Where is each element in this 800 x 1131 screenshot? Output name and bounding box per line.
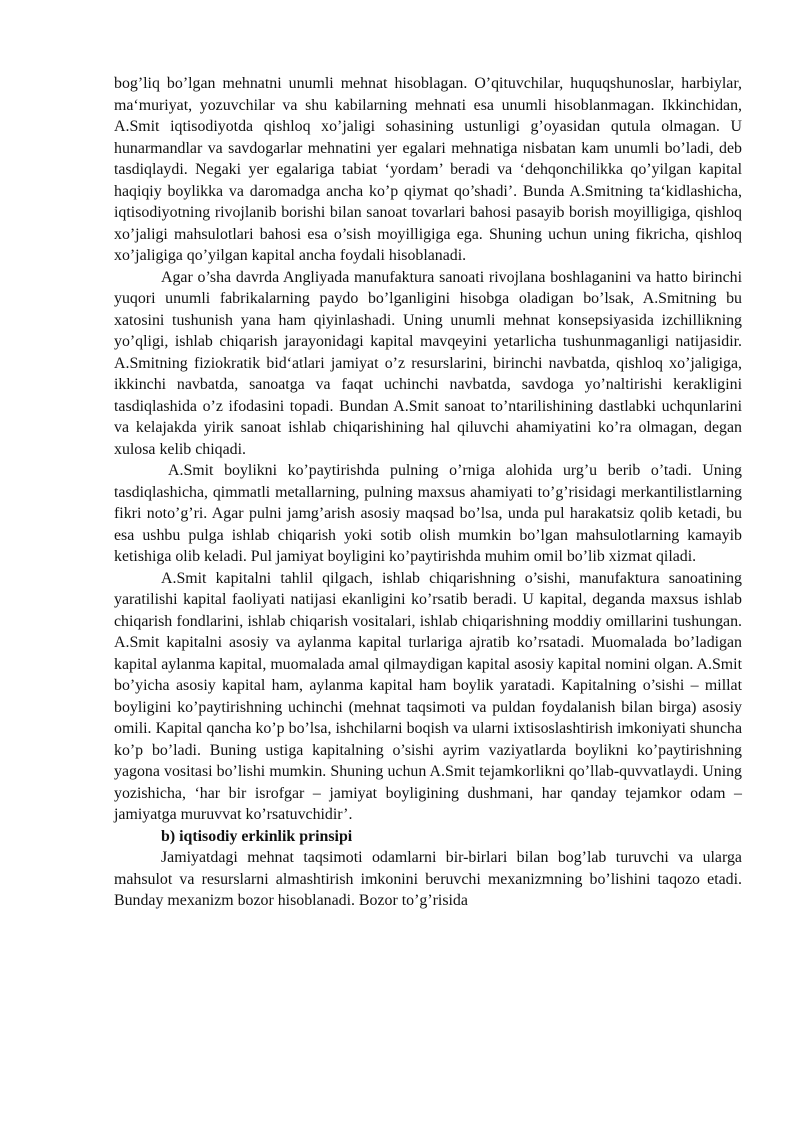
paragraph-unproductive-labor: bog’liq bo’lgan mehnatni unumli mehnat hisoblagan. O’qituvchilar, huquqshunoslar, harbiylar, ma‘muriyat, yozuvchilar va shu kabilarning mehnati esa unumli hisoblanmagan. Ikkinchidan, A.Smit iqtisodiyotda qishloq xo’jaligi sohasining ustunligi g’oyasidan qutula olmagan. U hunarmandlar va savdogarlar mehnatini yer egalari mehnatiga nisbatan kam unumli bo’ladi, deb tasdiqlaydi. Negaki yer egalariga tabiat ‘yordam’ beradi va ‘dehqonchilikka qo’yilgan kapital haqiqiy boylikka va daromadga ancha ko’p qiymat qo’shadi’. Bunda A.Smitning ta‘kidlashicha, iqtisodiyotning rivojlanib borishi bilan sanoat tovarlari bahosi pasayib borish moyilligiga, qishloq xo’jaligi mahsulotlari bahosi esa o’sish moyilligiga ega. Shuning uchun uning fikricha, qishloq xo’jaligiga qo’yilgan kapital ancha foydali hisoblanadi. (114, 75, 742, 264)
document-page (114, 73, 742, 912)
paragraph-manufacturing: Agar o’sha davrda Angliyada manufaktura sanoati rivojlana boshlaganini va hatto birinchi yuqori unumli fabrikalarning paydo bo’lganligini hisobga oladigan bo’lsak, A.Smitning bu xatosini tushunish yana ham qiyinlashadi. Uning unumli mehnat konsepsiyasida izchillikning yo’qligi, ishlab chiqarish jarayonidagi kapital mavqeyini yetarlicha tushunmaganligi natijasidir. A.Smitning fiziokratik bid‘atlari jamiyat o’z resurslarini, birinchi navbatda, qishloq xo’jaligiga, ikkinchi navbatda, sanoatga va faqat uchinchi navbatda, savdoga yo’naltirishi kerakligini tasdiqlashida o’z ifodasini topadi. Bundan A.Smit sanoat to’ntarilishining dastlabki uchqunlarini va kelajakda yirik sanoat ishlab chiqarishining hal qiluvchi ahamiyatini ko’ra olmagan, degan xulosa kelib chiqadi. (114, 268, 742, 458)
paragraph-division-of-labor: Jamiyatdagi mehnat taqsimoti odamlarni bir-birlari bilan bog’lab turuvchi va ularga mahsulot va resurslarni almashtirish imkonini beruvchi mexanizmning bo’lishini taqozo etadi. Bunday mexanizm bozor hisoblanadi. Bozor to’g’risida (114, 849, 742, 909)
paragraph-capital: A.Smit kapitalni tahlil qilgach, ishlab chiqarishning o’sishi, manufaktura sanoatining yaratilishi kapital faoliyati natijasi ekanligini ko’rsatib beradi. U kapital, deganda maxsus ishlab chiqarish fondlarini, ishlab chiqarish vositalari, ishlab chiqarishning moddiy omillarini tushungan. A.Smit kapitalni asosiy va aylanma kapital turlariga ajratib ko’rsatadi. Muomalada bo’ladigan kapital aylanma kapital, muomalada amal qilmaydigan kapital asosiy kapital nomini olgan. A.Smit bo’yicha asosiy kapital ham, aylanma kapital ham boylik yaratadi. Kapitalning o’sishi – millat boyligini ko’paytirishning uchinchi (mehnat taqsimoti va puldan foydalanish bilan birga) asosiy omili. Kapital qancha ko’p bo’lsa, ishchilarni boqish va ularni ixtisoslashtirish imkoniyati shuncha ko’p bo’ladi. Buning ustiga kapitalning o’sishi ayrim vaziyatlarda boylikni ko’paytirishning yagona vositasi bo’lishi mumkin. Shuning uchun A.Smit tejamkorlikni qo’llab-quvvatlaydi. Uning yozishicha, ‘har bir isrofgar – jamiyat boyligining dushmani, har qanday tejamkor odam – jamiyatga muruvvat ko’rsatuvchidir’. (114, 569, 742, 823)
paragraph-money: A.Smit boylikni ko’paytirishda pulning o’rniga alohida urg’u berib o’tadi. Uning tasdiqlashicha, qimmatli metallarning, pulning maxsus ahamiyati to’g’risidagi merkantilistlarning fikri noto’g’ri. Agar pulni jamg’arish asosiy maqsad bo’lsa, unda pul harakatsiz qolib ketadi, bu esa ushbu pulga ishlab chiqarish yoki sotib olish mumkin bo’lgan mahsulotlarning kamayib ketishiga olib keladi. Pul jamiyat boyligini ko’paytirishda muhim omil bo’lib xizmat qiladi. (114, 462, 742, 565)
section-heading: b) iqtisodiy erkinlik prinsipi (161, 827, 353, 845)
